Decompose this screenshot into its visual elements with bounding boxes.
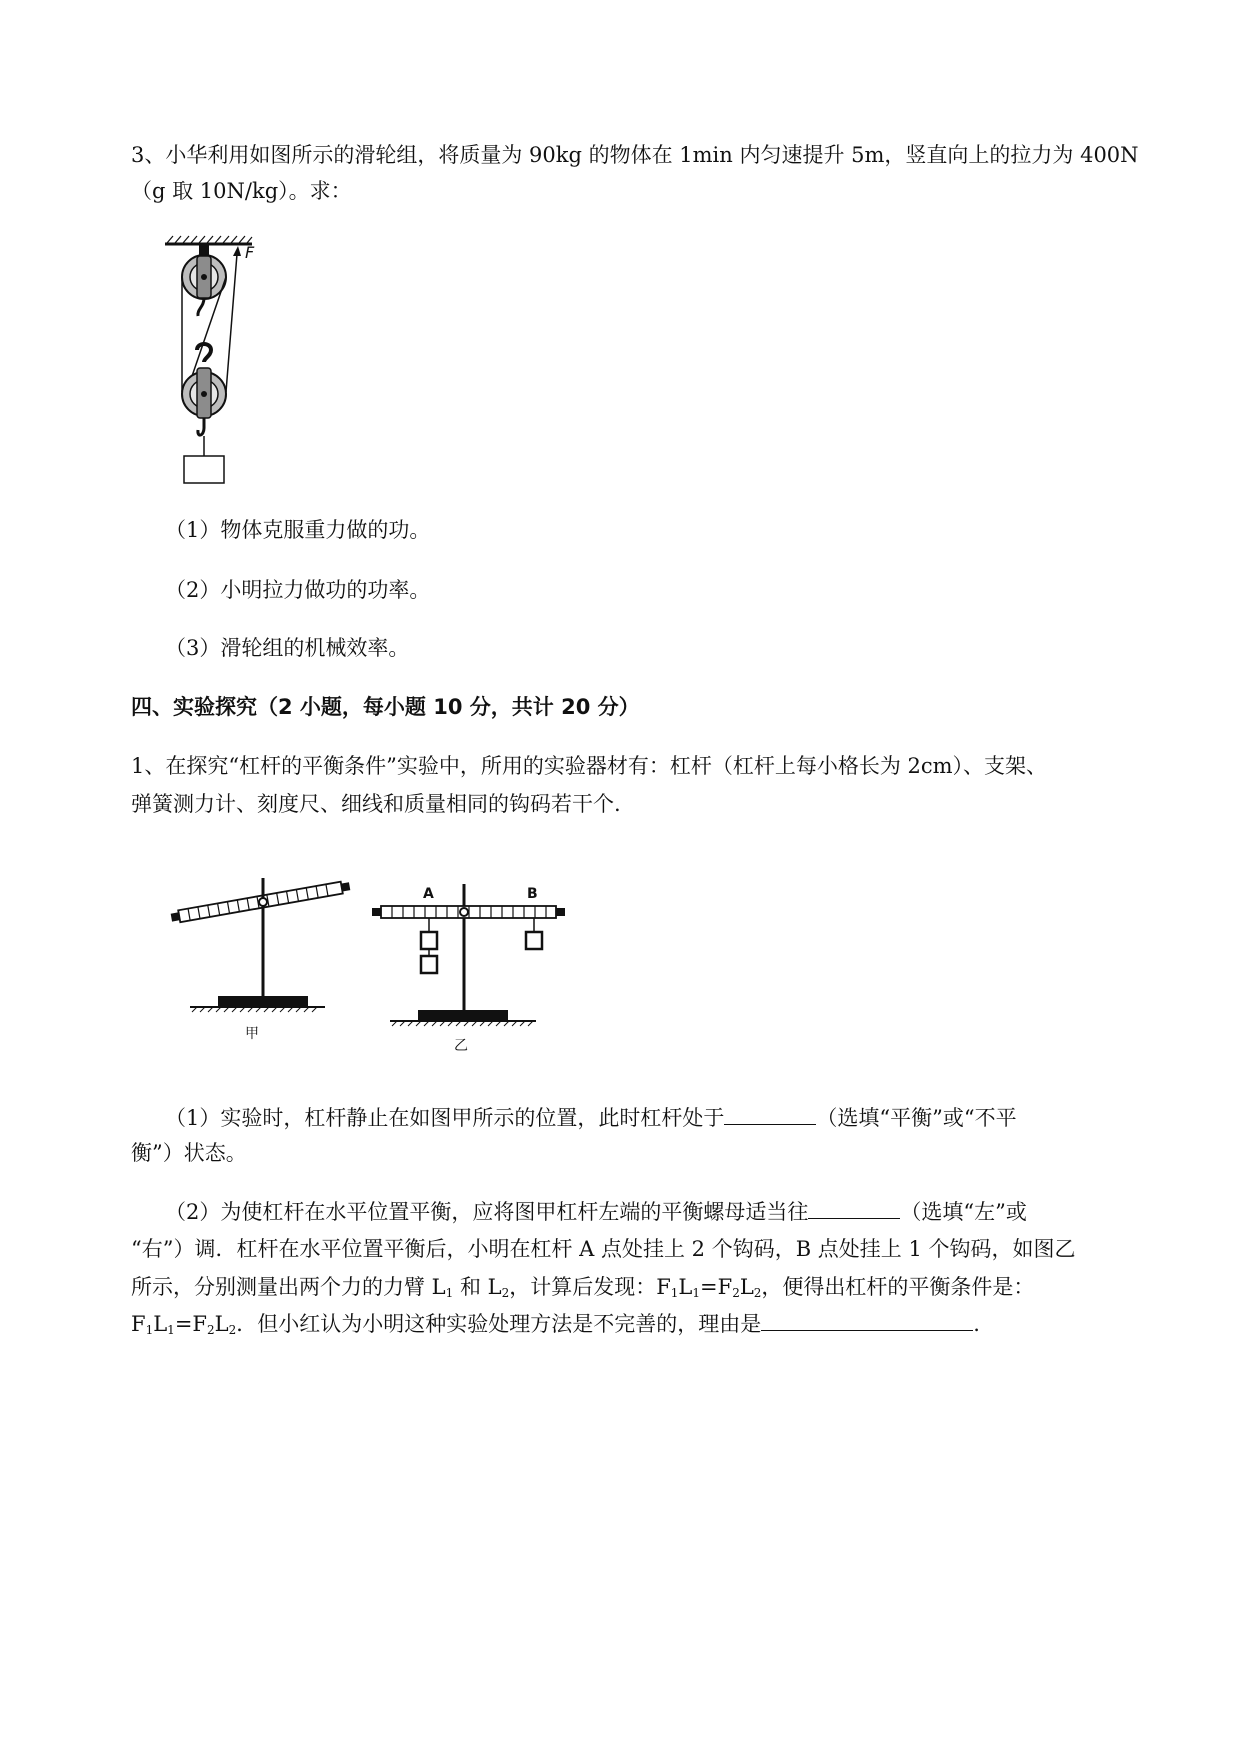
answer-blank-1[interactable] xyxy=(724,1102,816,1125)
exp1-q2-line4: $F_1L_1=F_2L_2$．但小红认为小明这种实验处理方法是不完善的，理由是 . xyxy=(131,1308,980,1339)
lever-figure-jia xyxy=(170,876,360,1048)
force-label: F xyxy=(245,243,255,262)
exp1-line2: 弹簧测力计、刻度尺、细线和质量相同的钩码若干个. xyxy=(131,792,621,816)
pulley-diagram xyxy=(155,232,275,492)
exp1-q1-line1: （1）实验时，杠杆静止在如图甲所示的位置，此时杠杆处于 （选填“平衡”或“不平 xyxy=(165,1102,1017,1133)
exp1-q2-line2: “右”）调．杠杆在水平位置平衡后，小明在杠杆 A 点处挂上 2 个钩码，B 点处挂上 1 个钩码，如图乙 xyxy=(131,1237,1076,1261)
point-a-label: A xyxy=(423,886,434,902)
section-title: 四、实验探究（2 小题，每小题 10 分，共计 20 分） xyxy=(131,695,640,719)
fig-label-yi: 乙 xyxy=(454,1038,468,1054)
exp1-q2-line1: （2）为使杠杆在水平位置平衡，应将图甲杠杆左端的平衡螺母适当往 （选填“左”或 xyxy=(165,1196,1027,1227)
answer-blank-2[interactable] xyxy=(808,1196,900,1219)
q3-sub2: （2）小明拉力做功的功率。 xyxy=(165,578,431,602)
point-b-label: B xyxy=(527,886,538,902)
q3-sub1: （1）物体克服重力做的功。 xyxy=(165,518,431,542)
lever-figure-yi xyxy=(368,878,568,1056)
q3-line1: 3、小华利用如图所示的滑轮组，将质量为 90kg 的物体在 1min 内匀速提升 5m，竖直向上的拉力为 400N xyxy=(131,143,1139,167)
q3-line2: （g 取 10N/kg）。求： xyxy=(131,179,352,203)
fig-label-jia: 甲 xyxy=(245,1026,259,1042)
exp1-q1-line2: 衡”）状态。 xyxy=(131,1141,247,1165)
exp1-q2-line3: 所示，分别测量出两个力的力臂 $L_1$ 和 $L_2$，计算后发现：$F_1L_1=F_2L_2$，便得出杠杆的平衡条件是： xyxy=(131,1275,1035,1300)
answer-blank-3[interactable] xyxy=(761,1308,973,1331)
exp1-line1: 1、在探究“杠杆的平衡条件”实验中，所用的实验器材有：杠杆（杠杆上每小格长为 2cm）、支架、 xyxy=(131,754,1048,778)
q3-sub3: （3）滑轮组的机械效率。 xyxy=(165,636,410,660)
